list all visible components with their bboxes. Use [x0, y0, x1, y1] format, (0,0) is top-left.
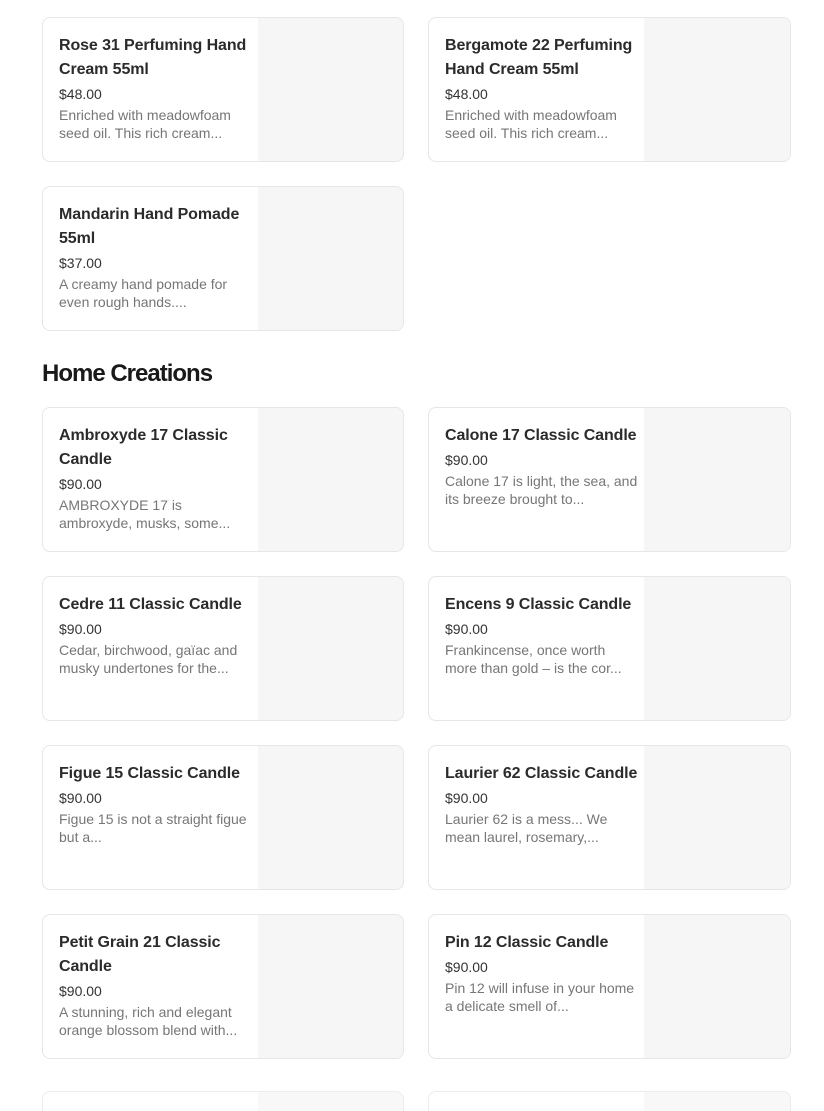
menu-item-card-partial[interactable]: [42, 1091, 404, 1111]
menu-item-image: [258, 1092, 403, 1111]
menu-item-image: [258, 187, 403, 330]
menu-item-price: $37.00: [59, 255, 102, 271]
menu-item-info: [43, 187, 258, 330]
menu-item-price: $90.00: [445, 452, 488, 468]
menu-item-image: [644, 408, 790, 551]
menu-item-price: $90.00: [445, 621, 488, 637]
menu-item-price: $90.00: [445, 959, 488, 975]
menu-item-card[interactable]: [42, 576, 404, 721]
menu-item-description: Enriched with meadowfoam seed oil. This rich cream...: [59, 107, 231, 141]
menu-item-image: [258, 408, 403, 551]
menu-item-name: Ambroxyde 17 Classic Candle: [59, 427, 228, 468]
next-row-partial: [42, 1091, 791, 1111]
menu-item-info: [429, 577, 644, 720]
menu-item-image: [258, 577, 403, 720]
menu-item-card[interactable]: [428, 17, 791, 162]
menu-item-price: $48.00: [445, 86, 488, 102]
menu-item-card[interactable]: [42, 407, 404, 552]
menu-item-card[interactable]: [428, 576, 791, 721]
menu-item-info: [43, 1092, 258, 1111]
menu-item-image: [644, 1092, 790, 1111]
menu-item-card[interactable]: [42, 186, 404, 331]
menu-item-name: Figue 15 Classic Candle: [59, 765, 240, 782]
menu-item-name: Encens 9 Classic Candle: [445, 596, 632, 613]
menu-item-name: Pin 12 Classic Candle: [445, 934, 609, 951]
menu-item-description: A stunning, rich and elegant orange blossom blend with...: [59, 1004, 238, 1038]
menu-item-info: [43, 18, 258, 161]
menu-item-info: [429, 18, 644, 161]
menu-item-card[interactable]: [42, 17, 404, 162]
menu-item-price: $90.00: [59, 476, 102, 492]
menu-item-image: [644, 746, 790, 889]
menu-item-name: Cedre 11 Classic Candle: [59, 596, 242, 613]
menu-item-description: Figue 15 is not a straight figue but a...: [59, 811, 247, 845]
menu-items-grid: [42, 17, 791, 331]
menu-item-card[interactable]: [42, 745, 404, 890]
menu-item-info: [429, 1092, 644, 1111]
menu-item-image: [258, 18, 403, 161]
menu-item-info: [429, 746, 644, 889]
menu-item-image: [258, 746, 403, 889]
menu-item-description: Frankincense, once worth more than gold – is the cor...: [445, 642, 622, 676]
menu-item-name: Bergamote 22 Perfuming Hand Cream 55ml: [445, 37, 633, 78]
menu-item-price: $90.00: [59, 983, 102, 999]
menu-item-card[interactable]: [428, 914, 791, 1059]
menu-item-card[interactable]: [428, 745, 791, 890]
menu-item-name: Mandarin Hand Pomade 55ml: [59, 206, 240, 247]
menu-item-description: Calone 17 is light, the sea, and its breeze brought to...: [445, 473, 638, 507]
menu-item-price: $90.00: [445, 790, 488, 806]
menu-item-description: AMBROXYDE 17 is ambroxyde, musks, some...: [59, 497, 231, 531]
menu-item-card-partial[interactable]: [428, 1091, 791, 1111]
menu-item-image: [258, 915, 403, 1058]
menu-item-name: Calone 17 Classic Candle: [445, 427, 637, 444]
menu-item-description: Cedar, birchwood, gaïac and musky undertones for the...: [59, 642, 238, 676]
menu-item-info: [43, 915, 258, 1058]
menu-item-description: Pin 12 will infuse in your home a delicate smell of...: [445, 980, 635, 1014]
menu-item-info: [43, 408, 258, 551]
menu-item-card[interactable]: [42, 914, 404, 1059]
menu-item-price: $90.00: [59, 790, 102, 806]
menu-item-image: [644, 915, 790, 1058]
menu-item-name: Rose 31 Perfuming Hand Cream 55ml: [59, 37, 247, 78]
menu-item-name: Petit Grain 21 Classic Candle: [59, 934, 221, 975]
menu-item-info: [43, 577, 258, 720]
menu-item-description: A creamy hand pomade for even rough hands....: [59, 276, 228, 310]
menu-item-description: Laurier 62 is a mess... We mean laurel, rosemary,...: [445, 811, 608, 845]
section-title: Home Creations: [42, 360, 213, 387]
menu-item-description: Enriched with meadowfoam seed oil. This rich cream...: [445, 107, 617, 141]
menu-item-image: [644, 18, 790, 161]
menu-item-info: [43, 746, 258, 889]
menu-item-price: $90.00: [59, 621, 102, 637]
menu-item-price: $48.00: [59, 86, 102, 102]
menu-item-card[interactable]: [428, 407, 791, 552]
menu-item-info: [429, 915, 644, 1058]
home-creations-grid: [42, 407, 791, 1059]
menu-item-info: [429, 408, 644, 551]
menu-item-name: Laurier 62 Classic Candle: [445, 765, 638, 782]
menu-item-image: [644, 577, 790, 720]
